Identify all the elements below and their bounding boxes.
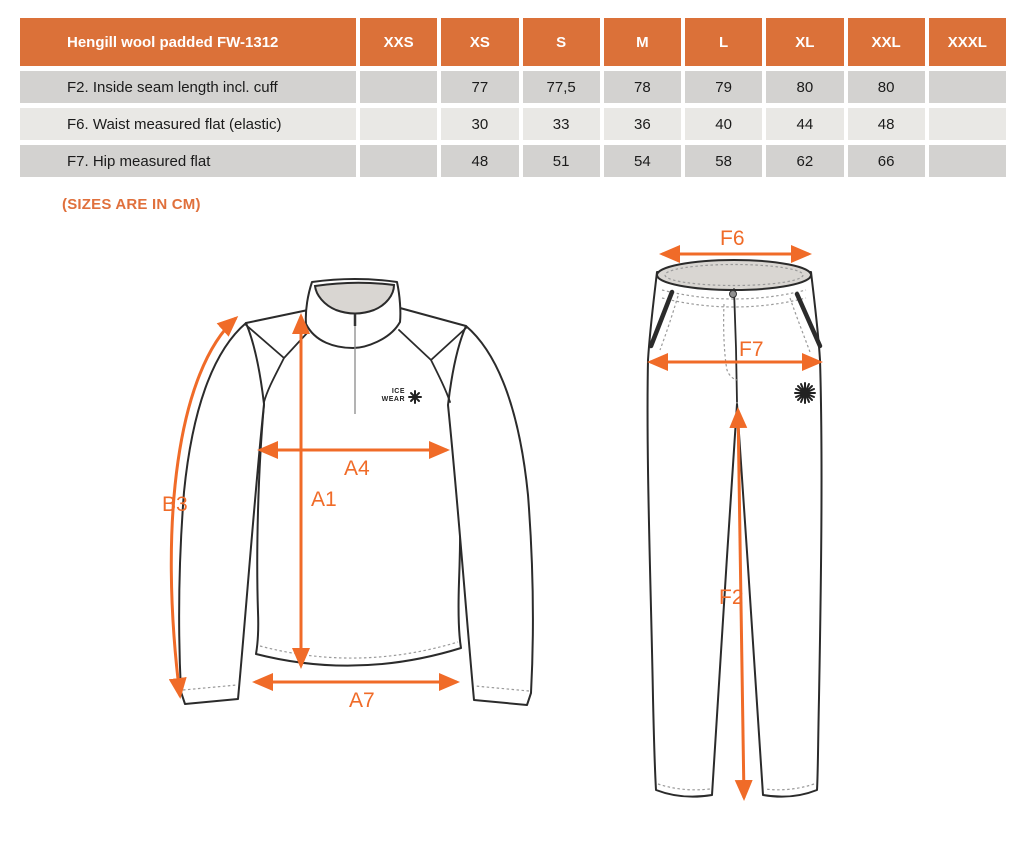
col-header-xxl: XXL xyxy=(848,18,925,66)
sweater-body xyxy=(246,308,466,666)
cell-f2-l: 79 xyxy=(685,71,762,103)
cell-f7-xl: 62 xyxy=(766,145,843,177)
cell-f7-xs: 48 xyxy=(441,145,518,177)
sweater-diagram xyxy=(150,252,570,732)
b3-label: B3 xyxy=(162,493,188,516)
cell-f7-xxxl xyxy=(929,145,1006,177)
waist-button xyxy=(730,291,737,298)
col-header-xs: XS xyxy=(441,18,518,66)
row-label-f2: F2. Inside seam length incl. cuff xyxy=(20,71,356,103)
cell-f7-l: 58 xyxy=(685,145,762,177)
sizes-in-cm-note: (SIZES ARE IN CM) xyxy=(62,196,201,213)
f7-label: F7 xyxy=(739,338,764,361)
cell-f6-l: 40 xyxy=(685,108,762,140)
cell-f7-m: 54 xyxy=(604,145,681,177)
cell-f2-s: 77,5 xyxy=(523,71,600,103)
logo-snowflake-icon xyxy=(409,391,421,403)
cell-f7-xxs xyxy=(360,145,437,177)
cell-f7-xxl: 66 xyxy=(848,145,925,177)
row-label-f7: F7. Hip measured flat xyxy=(20,145,356,177)
cell-f7-s: 51 xyxy=(523,145,600,177)
col-header-s: S xyxy=(523,18,600,66)
row-label-f6: F6. Waist measured flat (elastic) xyxy=(20,108,356,140)
size-table xyxy=(20,18,1006,177)
cell-f2-xxxl xyxy=(929,71,1006,103)
a1-label: A1 xyxy=(311,488,337,511)
cell-f2-m: 78 xyxy=(604,71,681,103)
pants-body xyxy=(648,272,822,797)
a4-label: A4 xyxy=(344,457,370,480)
col-header-xxs: XXS xyxy=(360,18,437,66)
logo-text-ice: ICE xyxy=(391,388,405,395)
col-header-l: L xyxy=(685,18,762,66)
f6-label: F6 xyxy=(720,228,745,250)
cell-f6-xl: 44 xyxy=(766,108,843,140)
cell-f6-xs: 30 xyxy=(441,108,518,140)
cell-f2-xxs xyxy=(360,71,437,103)
col-header-xxxl: XXXL xyxy=(929,18,1006,66)
sweater-left-sleeve xyxy=(179,323,264,704)
pants-diagram xyxy=(620,228,910,828)
col-header-xl: XL xyxy=(766,18,843,66)
cell-f6-xxl: 48 xyxy=(848,108,925,140)
cell-f6-xxxl xyxy=(929,108,1006,140)
cell-f6-s: 33 xyxy=(523,108,600,140)
f2-label: F2 xyxy=(719,586,744,609)
cell-f2-xxl: 80 xyxy=(848,71,925,103)
logo-text-wear: WEAR xyxy=(381,396,405,403)
table-title: Hengill wool padded FW-1312 xyxy=(20,18,356,66)
cell-f6-m: 36 xyxy=(604,108,681,140)
cell-f6-xxs xyxy=(360,108,437,140)
cell-f2-xl: 80 xyxy=(766,71,843,103)
col-header-m: M xyxy=(604,18,681,66)
cell-f2-xs: 77 xyxy=(441,71,518,103)
a7-label: A7 xyxy=(349,689,375,712)
pants-snowflake-icon xyxy=(795,383,815,403)
